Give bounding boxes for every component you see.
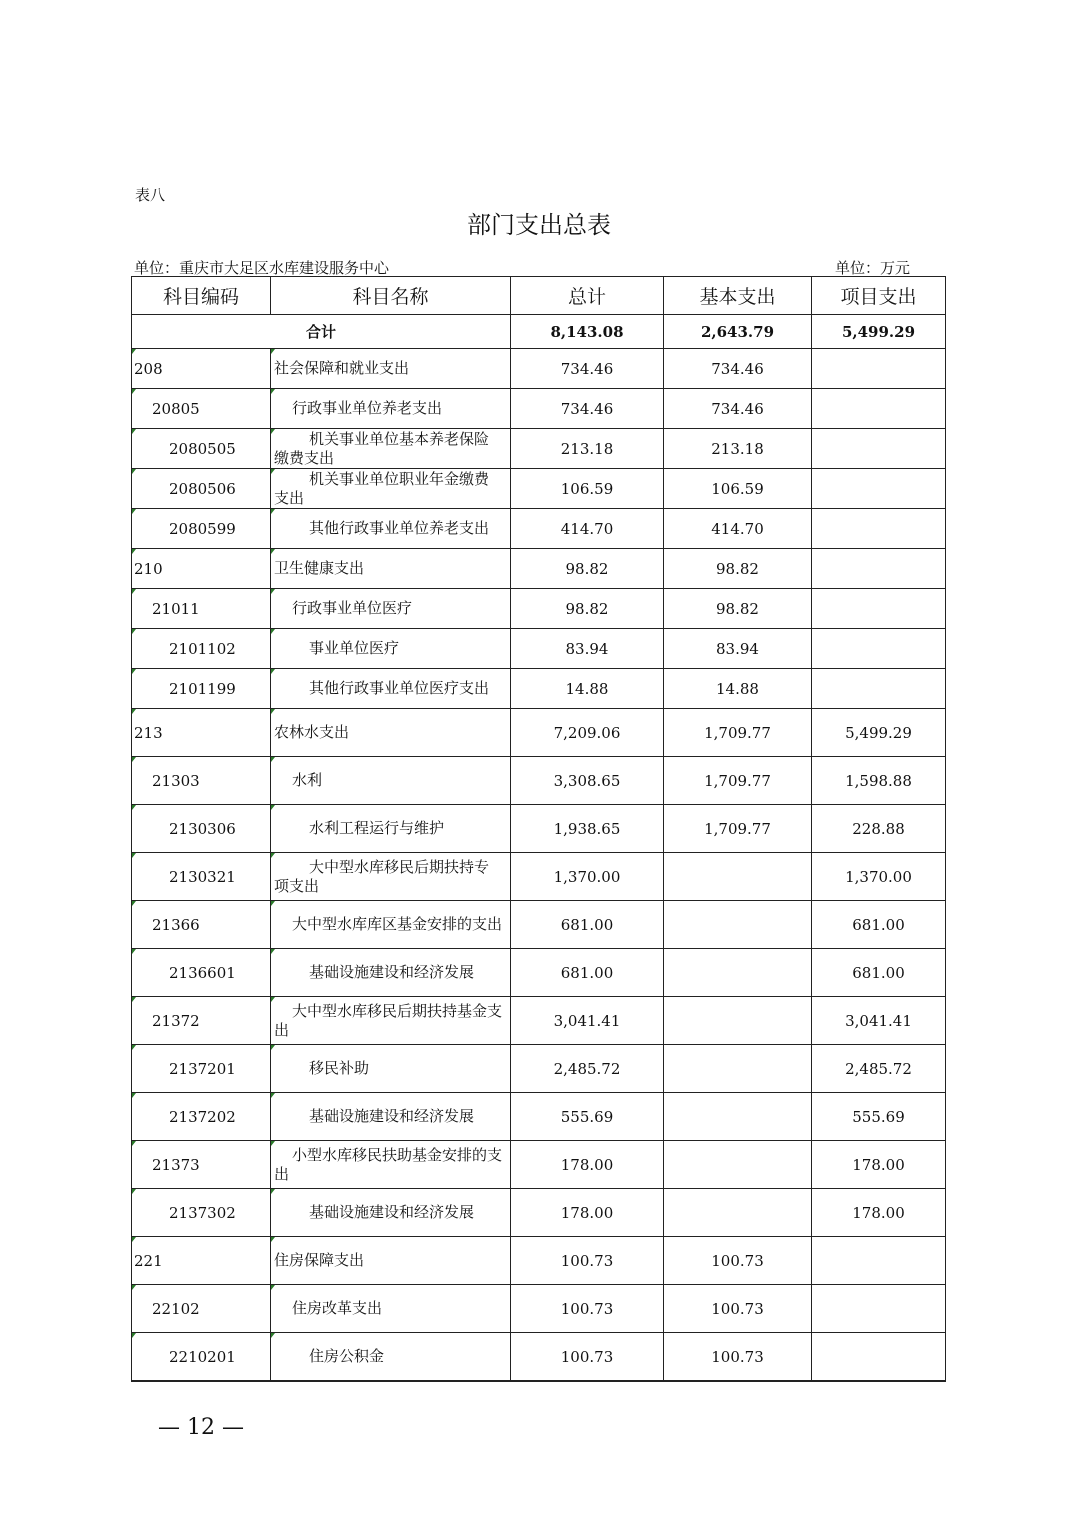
cell-project xyxy=(812,1285,946,1333)
cell-basic: 1,709.77 xyxy=(664,757,812,805)
cell-total: 100.73 xyxy=(511,1237,664,1285)
cell-total: 14.88 xyxy=(511,669,664,709)
cell-project xyxy=(812,389,946,429)
cell-total: 7,209.06 xyxy=(511,709,664,757)
table-label: 表八 xyxy=(135,186,166,204)
header-basic: 基本支出 xyxy=(664,277,812,315)
header-total: 总计 xyxy=(511,277,664,315)
cell-total: 734.46 xyxy=(511,389,664,429)
cell-basic xyxy=(664,1141,812,1189)
cell-code: 208 xyxy=(132,349,271,389)
cell-code: 21372 xyxy=(132,997,271,1045)
cell-code: 2101102 xyxy=(132,629,271,669)
table-row xyxy=(132,589,946,629)
cell-name: 大中型水库移民后期扶持专项支出 xyxy=(271,853,511,901)
table-row xyxy=(132,349,946,389)
cell-basic: 1,709.77 xyxy=(664,709,812,757)
table-row xyxy=(132,1189,946,1237)
money-unit: 单位：万元 xyxy=(835,259,911,277)
cell-name: 基础设施建设和经济发展 xyxy=(271,949,511,997)
cell-code: 2101199 xyxy=(132,669,271,709)
cell-project xyxy=(812,629,946,669)
table-row xyxy=(132,757,946,805)
cell-name: 机关事业单位基本养老保险缴费支出 xyxy=(271,429,511,469)
cell-code: 2130321 xyxy=(132,853,271,901)
cell-name: 事业单位医疗 xyxy=(271,629,511,669)
cell-basic xyxy=(664,1093,812,1141)
cell-total: 83.94 xyxy=(511,629,664,669)
cell-project: 681.00 xyxy=(812,949,946,997)
cell-name: 大中型水库库区基金安排的支出 xyxy=(271,901,511,949)
cell-code: 21303 xyxy=(132,757,271,805)
table-row xyxy=(132,389,946,429)
cell-code: 2130306 xyxy=(132,805,271,853)
cell-code: 221 xyxy=(132,1237,271,1285)
cell-name: 行政事业单位医疗 xyxy=(271,589,511,629)
cell-total: 3,308.65 xyxy=(511,757,664,805)
cell-project: 228.88 xyxy=(812,805,946,853)
cell-basic: 14.88 xyxy=(664,669,812,709)
cell-name: 移民补助 xyxy=(271,1045,511,1093)
cell-total: 1,370.00 xyxy=(511,853,664,901)
header-code: 科目编码 xyxy=(132,277,271,315)
cell-total: 100.73 xyxy=(511,1285,664,1333)
total-project: 5,499.29 xyxy=(812,315,946,349)
cell-total: 213.18 xyxy=(511,429,664,469)
total-row xyxy=(132,315,946,349)
table-row xyxy=(132,853,946,901)
table-row xyxy=(132,1045,946,1093)
table-row xyxy=(132,1333,946,1382)
cell-project: 555.69 xyxy=(812,1093,946,1141)
cell-total: 681.00 xyxy=(511,901,664,949)
cell-code: 21366 xyxy=(132,901,271,949)
cell-name: 其他行政事业单位养老支出 xyxy=(271,509,511,549)
cell-code: 20805 xyxy=(132,389,271,429)
cell-project xyxy=(812,549,946,589)
cell-name: 行政事业单位养老支出 xyxy=(271,389,511,429)
cell-total: 734.46 xyxy=(511,349,664,389)
cell-total: 555.69 xyxy=(511,1093,664,1141)
cell-total: 100.73 xyxy=(511,1333,664,1382)
cell-project: 1,370.00 xyxy=(812,853,946,901)
table-row xyxy=(132,549,946,589)
cell-code: 2210201 xyxy=(132,1333,271,1382)
cell-project: 178.00 xyxy=(812,1141,946,1189)
table-row xyxy=(132,997,946,1045)
cell-basic: 100.73 xyxy=(664,1237,812,1285)
organization-unit: 单位：重庆市大足区水库建设服务中心 xyxy=(134,259,390,277)
table-row xyxy=(132,901,946,949)
table-row xyxy=(132,805,946,853)
cell-code: 2080505 xyxy=(132,429,271,469)
cell-name: 小型水库移民扶助基金安排的支出 xyxy=(271,1141,511,1189)
cell-project: 681.00 xyxy=(812,901,946,949)
table-row xyxy=(132,1237,946,1285)
cell-name: 社会保障和就业支出 xyxy=(271,349,511,389)
cell-basic xyxy=(664,949,812,997)
cell-name: 机关事业单位职业年金缴费支出 xyxy=(271,469,511,509)
cell-total: 3,041.41 xyxy=(511,997,664,1045)
cell-total: 681.00 xyxy=(511,949,664,997)
cell-name: 水利 xyxy=(271,757,511,805)
table-row xyxy=(132,1093,946,1141)
cell-code: 210 xyxy=(132,549,271,589)
cell-code: 21011 xyxy=(132,589,271,629)
cell-project xyxy=(812,429,946,469)
cell-project: 1,598.88 xyxy=(812,757,946,805)
cell-project: 2,485.72 xyxy=(812,1045,946,1093)
cell-project xyxy=(812,669,946,709)
cell-code: 2080599 xyxy=(132,509,271,549)
cell-basic: 734.46 xyxy=(664,389,812,429)
table-row xyxy=(132,709,946,757)
cell-name: 大中型水库移民后期扶持基金支出 xyxy=(271,997,511,1045)
cell-basic xyxy=(664,997,812,1045)
cell-code: 21373 xyxy=(132,1141,271,1189)
cell-code: 2137202 xyxy=(132,1093,271,1141)
cell-total: 98.82 xyxy=(511,589,664,629)
cell-basic: 106.59 xyxy=(664,469,812,509)
cell-basic: 100.73 xyxy=(664,1285,812,1333)
cell-project xyxy=(812,589,946,629)
header-name: 科目名称 xyxy=(271,277,511,315)
cell-basic: 414.70 xyxy=(664,509,812,549)
page-number: — 12 — xyxy=(158,1415,244,1440)
cell-code: 22102 xyxy=(132,1285,271,1333)
cell-project xyxy=(812,1333,946,1382)
cell-total: 1,938.65 xyxy=(511,805,664,853)
table-row xyxy=(132,669,946,709)
cell-basic: 100.73 xyxy=(664,1333,812,1382)
cell-code: 2137201 xyxy=(132,1045,271,1093)
cell-name: 基础设施建设和经济发展 xyxy=(271,1189,511,1237)
total-basic: 2,643.79 xyxy=(664,315,812,349)
total-total: 8,143.08 xyxy=(511,315,664,349)
cell-code: 2136601 xyxy=(132,949,271,997)
cell-basic xyxy=(664,901,812,949)
header-project: 项目支出 xyxy=(812,277,946,315)
cell-code: 2137302 xyxy=(132,1189,271,1237)
cell-basic: 734.46 xyxy=(664,349,812,389)
cell-basic xyxy=(664,1045,812,1093)
cell-basic xyxy=(664,1189,812,1237)
cell-basic: 98.82 xyxy=(664,589,812,629)
cell-basic: 98.82 xyxy=(664,549,812,589)
cell-project: 3,041.41 xyxy=(812,997,946,1045)
cell-basic: 213.18 xyxy=(664,429,812,469)
cell-name: 住房公积金 xyxy=(271,1333,511,1382)
cell-name: 农林水支出 xyxy=(271,709,511,757)
cell-project xyxy=(812,509,946,549)
table-row xyxy=(132,509,946,549)
cell-name: 住房改革支出 xyxy=(271,1285,511,1333)
cell-project: 178.00 xyxy=(812,1189,946,1237)
table-row xyxy=(132,629,946,669)
table-row xyxy=(132,949,946,997)
cell-basic xyxy=(664,853,812,901)
cell-total: 2,485.72 xyxy=(511,1045,664,1093)
cell-name: 住房保障支出 xyxy=(271,1237,511,1285)
table-row xyxy=(132,1141,946,1189)
table-row xyxy=(132,469,946,509)
table-row xyxy=(132,429,946,469)
cell-basic: 1,709.77 xyxy=(664,805,812,853)
cell-name: 卫生健康支出 xyxy=(271,549,511,589)
cell-name: 基础设施建设和经济发展 xyxy=(271,1093,511,1141)
cell-total: 178.00 xyxy=(511,1189,664,1237)
cell-code: 213 xyxy=(132,709,271,757)
cell-name: 水利工程运行与维护 xyxy=(271,805,511,853)
cell-basic: 83.94 xyxy=(664,629,812,669)
total-label: 合计 xyxy=(132,315,511,349)
table-row xyxy=(132,1285,946,1333)
cell-total: 98.82 xyxy=(511,549,664,589)
cell-project xyxy=(812,469,946,509)
cell-total: 178.00 xyxy=(511,1141,664,1189)
cell-code: 2080506 xyxy=(132,469,271,509)
table-header-row xyxy=(132,277,946,315)
page-title: 部门支出总表 xyxy=(467,211,611,239)
expenditure-table xyxy=(131,276,946,1382)
cell-project xyxy=(812,349,946,389)
cell-project xyxy=(812,1237,946,1285)
cell-total: 414.70 xyxy=(511,509,664,549)
cell-total: 106.59 xyxy=(511,469,664,509)
cell-project: 5,499.29 xyxy=(812,709,946,757)
cell-name: 其他行政事业单位医疗支出 xyxy=(271,669,511,709)
